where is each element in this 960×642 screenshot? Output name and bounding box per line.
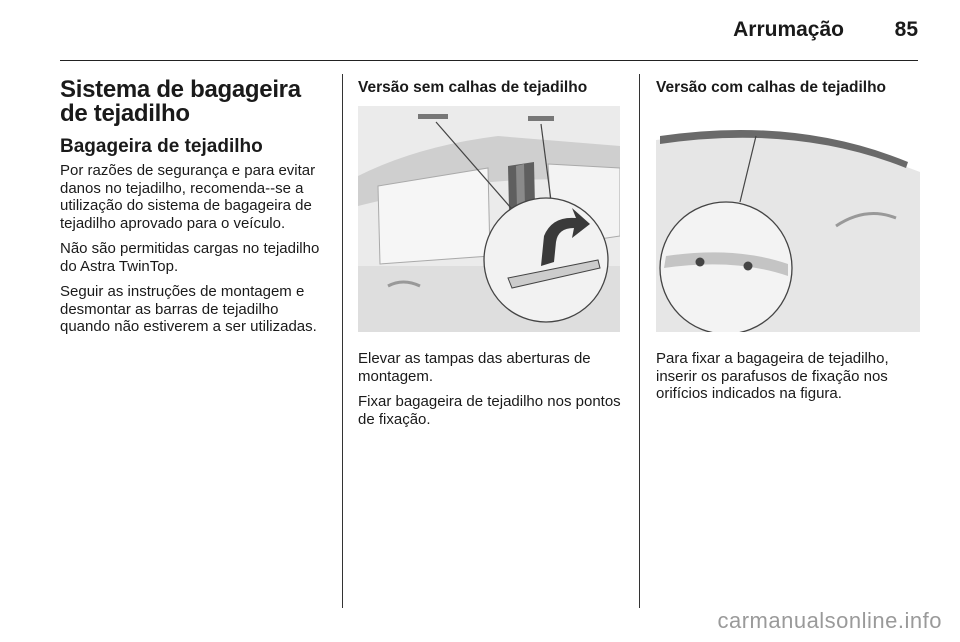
header-rule: [60, 60, 918, 61]
column-3: [656, 74, 926, 411]
paragraph-insert-bolts: Para fixar a bagageira de tejadilho, inserir os parafusos de fixação nos orifícios indicados na figura.: [656, 350, 889, 402]
heading-without-rails: Versão sem calhas de tejadilho: [358, 79, 588, 96]
paragraph-twintop: Não são permitidas cargas no tejadilho do Astra TwinTop.: [60, 240, 320, 275]
paragraph-safety: Por razões de segurança e para evitar danos no tejadilho, recomenda--se a utilização do sistema de bagageira de tejadilho aprovado para o veículo.: [60, 162, 316, 232]
paragraph-lift-covers: Elevar as tampas das aberturas de montagem.: [358, 350, 591, 385]
header-title: Arrumação: [733, 18, 844, 41]
watermark: carmanualsonline.info: [717, 608, 942, 633]
section-title: Sistema de bagageira de tejadilho: [60, 76, 301, 127]
paragraph-instructions: Seguir as instruções de montagem e desmontar as barras de tejadilho quando não estiverem a ser utilizadas.: [60, 283, 317, 335]
subsection-title: Bagageira de tejadilho: [60, 136, 263, 157]
page-number: 85: [894, 18, 918, 41]
column-2: [358, 74, 622, 436]
column-divider-1: [342, 74, 343, 608]
column-1: [60, 74, 328, 344]
figure-roof-without-rails: [358, 106, 620, 332]
figure-roof-with-rails: [656, 106, 920, 332]
paragraph-fix-points: Fixar bagageira de tejadilho nos pontos de fixação.: [358, 393, 621, 428]
column-divider-2: [639, 74, 640, 608]
heading-with-rails: Versão com calhas de tejadilho: [656, 79, 887, 96]
